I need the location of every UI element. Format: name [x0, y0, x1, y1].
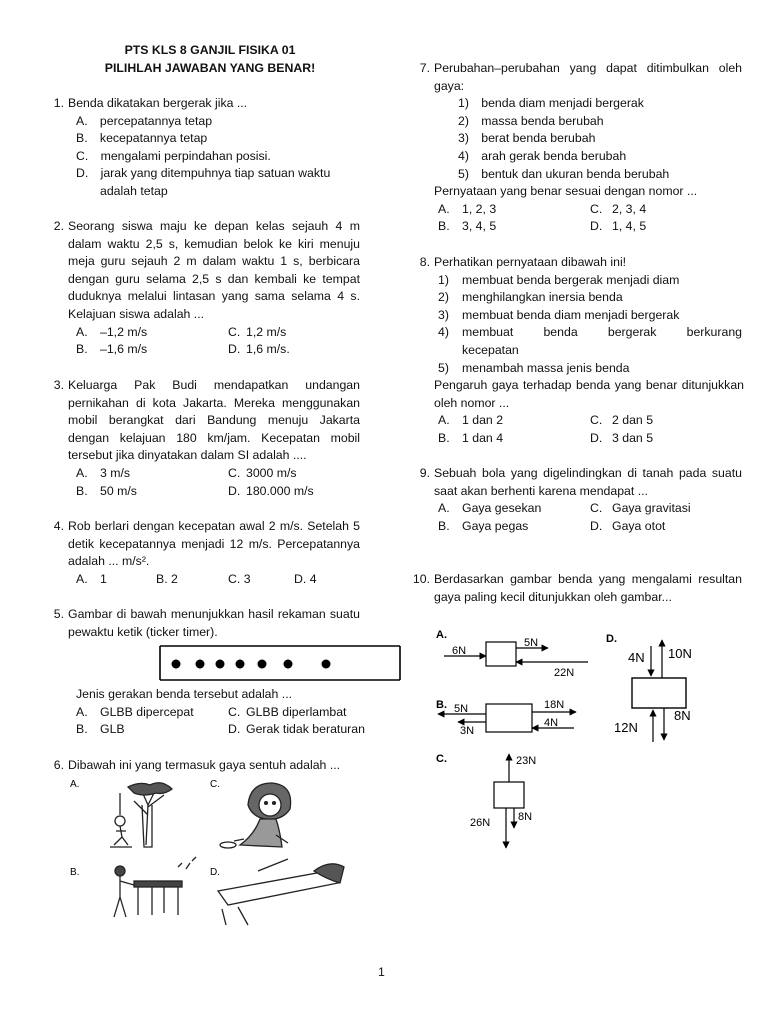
wood-plank — [218, 871, 338, 905]
statement-1: 1) benda diam menjadi bergerak — [458, 96, 644, 111]
force-label-22n: 22N — [554, 667, 575, 679]
table-top — [134, 881, 182, 887]
option-a[interactable]: –1,2 m/s — [100, 324, 148, 339]
question-number: 9. — [419, 466, 430, 480]
question-text: Gambar di bawah menunjukkan hasil rekaman suatu pewaktu ketik (ticker timer). — [68, 607, 360, 639]
statement-3: 3) berat benda berubah — [458, 131, 596, 146]
option-c-letter: C. — [590, 501, 603, 516]
diagram-d[interactable] — [606, 633, 692, 742]
contact-force-pictures[interactable] — [68, 775, 368, 935]
diagram-a[interactable] — [436, 629, 588, 679]
statement-3: membuat benda diam menjadi bergerak — [462, 307, 680, 322]
option-b-letter: B. — [438, 219, 450, 234]
force-label-18n: 18N — [544, 699, 565, 711]
diagram-a-box — [486, 642, 516, 666]
diagram-b-label: B. — [436, 699, 447, 711]
option-a-letter: A. — [438, 501, 450, 516]
option-c-letter: C. — [228, 466, 241, 480]
diagram-c-label: C. — [436, 753, 447, 765]
boy-body — [114, 876, 134, 917]
diagram-a-label: A. — [436, 629, 447, 641]
sanding-stroke — [258, 859, 288, 871]
option-d-continued: adalah tetap — [100, 184, 168, 198]
question-number: 3. — [53, 378, 64, 392]
picture-d-sanding-wood[interactable] — [218, 859, 344, 925]
force-label-3n: 3N — [460, 725, 475, 737]
force-diagrams — [408, 626, 748, 876]
statement-4: 4) arah gerak benda berubah — [458, 149, 627, 163]
option-c[interactable]: 2, 3, 4 — [612, 201, 647, 216]
question-text: Keluarga Pak Budi mendapatkan undangan pernikahan di kota Jakarta. Mereka menggunakan mobil berangkat dari Bandung menuju Jakarta dengan kelajuan 180 km/jam. Kecepatan mobil tersebut jika dinyatakan dalam SI adalah .... — [68, 378, 360, 463]
statement-1: membuat benda bergerak menjadi diam — [462, 272, 680, 287]
girl-dress — [240, 819, 282, 847]
option-d-letter: D. — [590, 219, 603, 234]
option-c[interactable]: C. mengalami perpindahan posisi. — [76, 148, 271, 163]
question-text: Sebuah bola yang digelindingkan di tanah pada suatu saat akan berhenti karena mendapat ... — [434, 466, 742, 498]
statement-4-number: 4) — [438, 325, 449, 340]
option-c-letter: C. — [228, 324, 241, 339]
picture-a-label: A. — [70, 779, 80, 790]
option-d-letter: D. — [590, 518, 603, 533]
statement-5: menambah massa jenis benda — [462, 360, 630, 375]
option-c-letter: C. — [228, 704, 241, 719]
question-text: Perubahan–perubahan yang dapat ditimbulkan oleh gaya: — [434, 61, 742, 93]
option-c[interactable]: C. 3 — [228, 571, 251, 586]
question-text: Seorang siswa maju ke depan kelas sejauh 4 m dalam waktu 2,5 s, kemudian belok ke kiri menuju meja guru sejauh 2 m dalam waktu 1 s, berbicara dengan guru selama 2,5 s dan kembali ke tempat duduknya melalui lintasan yang sama selama 4 s. Kelajuan siswa adalah ... — [68, 219, 360, 321]
force-label-4n: 4N — [544, 717, 559, 729]
question-prompt: Pengaruh gaya terhadap benda yang benar ditunjukkan oleh nomor ... — [434, 378, 744, 410]
sanding-hand — [314, 864, 344, 883]
statement-2-number: 2) — [438, 290, 449, 305]
option-b[interactable]: –1,6 m/s — [100, 342, 148, 357]
force-label-26n: 26N — [470, 817, 491, 829]
girl-face — [259, 794, 281, 816]
motion-lines — [178, 857, 196, 869]
ticker-tape-figure — [156, 644, 402, 684]
force-label-23n: 23N — [516, 755, 537, 767]
ticker-tape-background — [156, 644, 402, 684]
force-label-6n: 6N — [452, 645, 467, 657]
option-b[interactable]: 1 dan 4 — [462, 431, 504, 445]
question-number: 7. — [419, 61, 430, 75]
option-b-letter: B. — [438, 431, 450, 445]
option-b-letter: B. — [76, 342, 88, 357]
girl-eye — [265, 802, 268, 805]
option-d[interactable]: D. 4 — [294, 571, 317, 586]
page-number: 1 — [378, 965, 385, 979]
diagram-c-box — [494, 782, 524, 808]
ticker-dot — [258, 660, 267, 669]
statement-2: menghilangkan inersia benda — [462, 290, 623, 305]
option-d[interactable]: 3 dan 5 — [612, 431, 654, 445]
table-legs — [138, 887, 178, 915]
option-c-letter: C. — [590, 413, 603, 428]
question-number: 5. — [53, 607, 64, 621]
wood-grain — [222, 907, 248, 925]
option-d-letter: D. — [228, 342, 241, 357]
picture-b-label: B. — [70, 867, 80, 878]
option-d[interactable]: Gaya otot — [612, 518, 666, 533]
option-b[interactable]: GLB — [100, 722, 125, 737]
question-text: Rob berlari dengan kecepatan awal 2 m/s. Setelah 5 detik kecepatannya menjadi 12 m/s. Percepatannya adalah ... m/s². — [68, 519, 360, 569]
option-d[interactable]: 180.000 m/s — [246, 483, 314, 498]
force-label-12n: 12N — [614, 720, 638, 735]
picture-d-label: D. — [210, 867, 220, 878]
option-c[interactable]: 3000 m/s — [246, 466, 297, 480]
force-label-4n: 4N — [628, 650, 645, 665]
diagram-b-box — [486, 704, 532, 732]
option-b-letter: B. — [76, 722, 88, 737]
option-a[interactable]: A. percepatannya tetap — [76, 113, 213, 128]
diagram-d-label: D. — [606, 633, 617, 645]
option-d[interactable]: Gerak tidak beraturan — [246, 722, 365, 737]
ticker-dot — [236, 660, 245, 669]
option-a[interactable]: 3 m/s — [100, 466, 131, 480]
question-number: 2. — [53, 219, 64, 233]
option-d-letter: D. — [590, 431, 603, 445]
option-d[interactable]: 1,6 m/s. — [246, 342, 290, 357]
force-label-10n: 10N — [668, 646, 692, 661]
option-a-letter: A. — [438, 413, 450, 428]
option-a-letter: A. — [76, 704, 88, 719]
force-label-8n: 8N — [674, 708, 691, 723]
question-text: Berdasarkan gambar benda yang mengalami resultan gaya paling kecil ditunjukkan oleh gambar... — [434, 572, 742, 604]
force-label-5n: 5N — [454, 703, 469, 715]
question-number: 10. — [412, 572, 430, 586]
force-label-8n: 8N — [518, 811, 533, 823]
option-b[interactable]: 50 m/s — [100, 483, 137, 498]
option-a[interactable]: GLBB dipercepat — [100, 704, 194, 719]
statement-4: membuat benda bergerak berkurang — [462, 325, 742, 340]
exam-instruction: PILIHLAH JAWABAN YANG BENAR! — [104, 61, 316, 75]
statement-2: 2) massa benda berubah — [458, 113, 604, 128]
question-number: 8. — [419, 255, 430, 269]
option-c[interactable]: Gaya gravitasi — [612, 501, 691, 516]
question-text: Perhatikan pernyataan dibawah ini! — [434, 255, 627, 269]
question-prompt: Pernyataan yang benar sesuai dengan nomor ... — [434, 184, 698, 199]
ticker-dot — [322, 660, 331, 669]
ticker-dot — [284, 660, 293, 669]
statement-1-number: 1) — [438, 272, 449, 287]
option-a-letter: A. — [76, 324, 88, 339]
option-a-letter: A. — [438, 201, 450, 216]
statement-4-continued: kecepatan — [462, 343, 519, 357]
girl-eye — [273, 802, 276, 805]
ticker-dot — [216, 660, 225, 669]
question-text: Dibawah ini yang termasuk gaya sentuh adalah ... — [68, 758, 341, 772]
option-c[interactable]: GLBB diperlambat — [246, 704, 347, 719]
option-d-letter: D. — [228, 483, 241, 498]
picture-c-label: C. — [210, 779, 220, 790]
option-a-letter: A. — [76, 466, 88, 480]
diagram-b[interactable] — [436, 699, 576, 737]
ticker-dot — [172, 660, 181, 669]
option-c[interactable]: 1,2 m/s — [246, 324, 287, 339]
option-d[interactable]: D. jarak yang ditempuhnya tiap satuan waktu — [76, 166, 331, 181]
option-a[interactable]: 1 dan 2 — [462, 413, 504, 428]
option-a-letter: A. — [76, 571, 88, 586]
statement-5-number: 5) — [438, 360, 449, 375]
question-number: 6. — [53, 758, 64, 772]
option-b-letter: B. — [438, 518, 450, 533]
boy-head — [115, 866, 125, 876]
picture-c-girl-playing[interactable] — [220, 783, 291, 848]
ticker-dot — [196, 660, 205, 669]
option-b[interactable]: B. kecepatannya tetap — [76, 131, 208, 146]
option-b[interactable]: B. 2 — [156, 571, 178, 586]
person-head — [115, 816, 125, 826]
option-b[interactable]: Gaya pegas — [462, 518, 529, 533]
option-d-letter: D. — [228, 722, 241, 737]
question-number: 4. — [53, 519, 64, 533]
person-body — [114, 826, 128, 845]
option-a[interactable]: 1, 2, 3 — [462, 201, 497, 216]
option-a[interactable]: 1 — [100, 571, 107, 586]
question-text: Benda dikatakan bergerak jika ... — [68, 96, 248, 110]
diagram-d-box — [632, 678, 686, 708]
diagram-c[interactable] — [436, 753, 536, 848]
picture-b-push-table[interactable] — [114, 857, 196, 917]
statement-3-number: 3) — [438, 307, 449, 322]
force-label-5n: 5N — [524, 637, 539, 649]
ball — [220, 842, 236, 848]
option-b-letter: B. — [76, 483, 88, 498]
question-number: 1. — [53, 96, 64, 110]
option-a[interactable]: Gaya gesekan — [462, 501, 542, 516]
statement-5: 5) bentuk dan ukuran benda berubah — [458, 166, 670, 181]
option-b[interactable]: 3, 4, 5 — [462, 219, 497, 234]
option-c[interactable]: 2 dan 5 — [612, 413, 654, 428]
option-c-letter: C. — [590, 201, 603, 216]
picture-a-tree-swing[interactable] — [110, 783, 172, 847]
tree-leaves — [128, 783, 172, 795]
option-d[interactable]: 1, 4, 5 — [612, 219, 647, 234]
exam-title: PTS KLS 8 GANJIL FISIKA 01 — [124, 43, 296, 57]
question-prompt: Jenis gerakan benda tersebut adalah ... — [76, 687, 293, 701]
